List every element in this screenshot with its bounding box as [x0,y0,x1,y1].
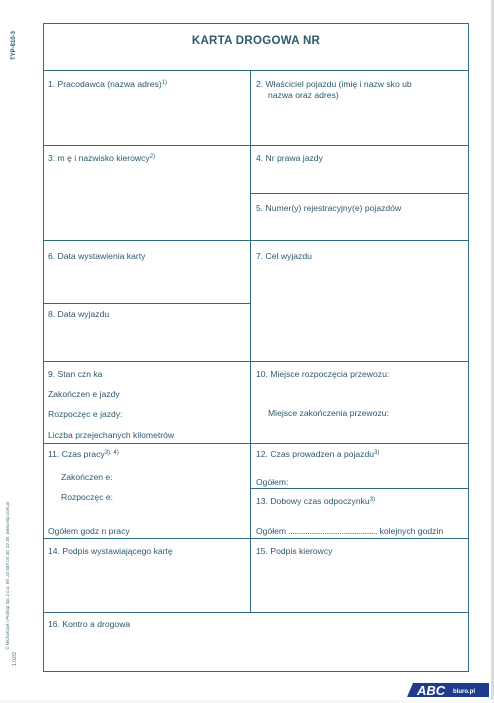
divider-f6 [43,303,250,304]
field-driving-time-label: 12. Czas prowadzen a pojazdu [256,449,375,459]
field-issuer-signature: 14. Podpis wystawiającego kartę [48,546,173,556]
divider-row3 [43,361,469,362]
driving-time-total: Ogółem: [256,477,289,487]
form-frame [43,23,469,672]
field-departure-date: 8. Data wyjazdu [48,309,110,319]
field-working-time [48,449,119,459]
divider-row4 [43,443,469,444]
form-title: KARTA DROGOWA NR [191,35,321,47]
field-driver-name-label: 3. m ę i nazwisko kierowcy [48,153,150,163]
footnote-ref: 3), 4) [104,450,119,456]
daily-rest-label-a: Ogółem [256,526,287,536]
field-trip-purpose: 7. Cel wyjazdu [256,251,312,261]
field-employer-label: 1. Pracodawca (nazwa adres) [48,79,162,89]
field-registration-numbers: 5. Numer(y) rejestracyjny(e) pojazdów [256,203,402,213]
field-vehicle-owner-cont: nazwa oraz adres) [268,90,339,100]
footnote-ref: 3) [374,450,380,456]
field-start-place: 10. Miejsce rozpoczęcia przewozu: [256,369,390,379]
field-driver-signature: 15. Podpis kierowcy [256,546,333,556]
divider-row1 [43,145,469,146]
publisher-note: © Michalczyk i Prokop Sp. z o.o. tel. 22 665 04 40, 22 35, www.mip.com.pl [5,501,10,650]
divider-f12 [250,488,469,489]
field-end-place: Miejsce zakończenia przewozu: [268,408,389,418]
daily-rest-dots: ............................................... [288,526,378,536]
divider-title [43,70,469,71]
daily-rest-total [256,526,443,536]
field-odometer: 9. Stan czn ka [48,369,103,379]
footnote-ref: 2) [149,154,156,160]
footnote-ref: 1) [161,80,168,86]
abc-logo-icon [405,680,491,698]
brand-logo [405,680,491,698]
field-daily-rest-label: 13. Dobowy czas odpoczynku [256,496,370,506]
field-employer [48,79,167,89]
logo-sub: biuro.pl [453,689,475,695]
odometer-km: Liczba przejechanych kilometrów [48,430,175,440]
column-divider [250,70,251,612]
field-license-number: 4. Nr prawa jazdy [256,153,323,163]
form-code: TYP-810-3 [11,30,17,60]
footnote-ref: 3) [369,497,376,503]
field-working-time-label: 11. Czas pracy [48,449,105,459]
divider-row6 [43,612,469,613]
field-daily-rest [256,496,375,506]
divider-row5 [43,538,469,539]
field-vehicle-owner: 2. Właściciel pojazdu (imię i nazw sko ub [256,79,412,89]
divider-f4 [250,193,469,194]
working-time-end: Zakończen e: [61,472,113,482]
working-time-total: Ogółem godz n pracy [48,526,130,536]
field-road-inspection: 16. Kontro a drogowa [48,619,131,629]
working-time-start: Rozpoczęc e: [61,492,114,502]
field-driver-name [48,153,155,163]
field-issue-date: 6. Data wystawienia karty [48,251,146,261]
divider-row2 [43,240,469,241]
daily-rest-label-b: kolejnych godzin [379,526,444,536]
field-driving-time [256,449,379,459]
odometer-end: Zakończen e jazdy [48,389,120,399]
odometer-start: Rozpoczęc e jazdy: [48,409,123,419]
form-version: 1.02/2 [12,652,18,666]
logo-text: ABC [417,683,446,698]
